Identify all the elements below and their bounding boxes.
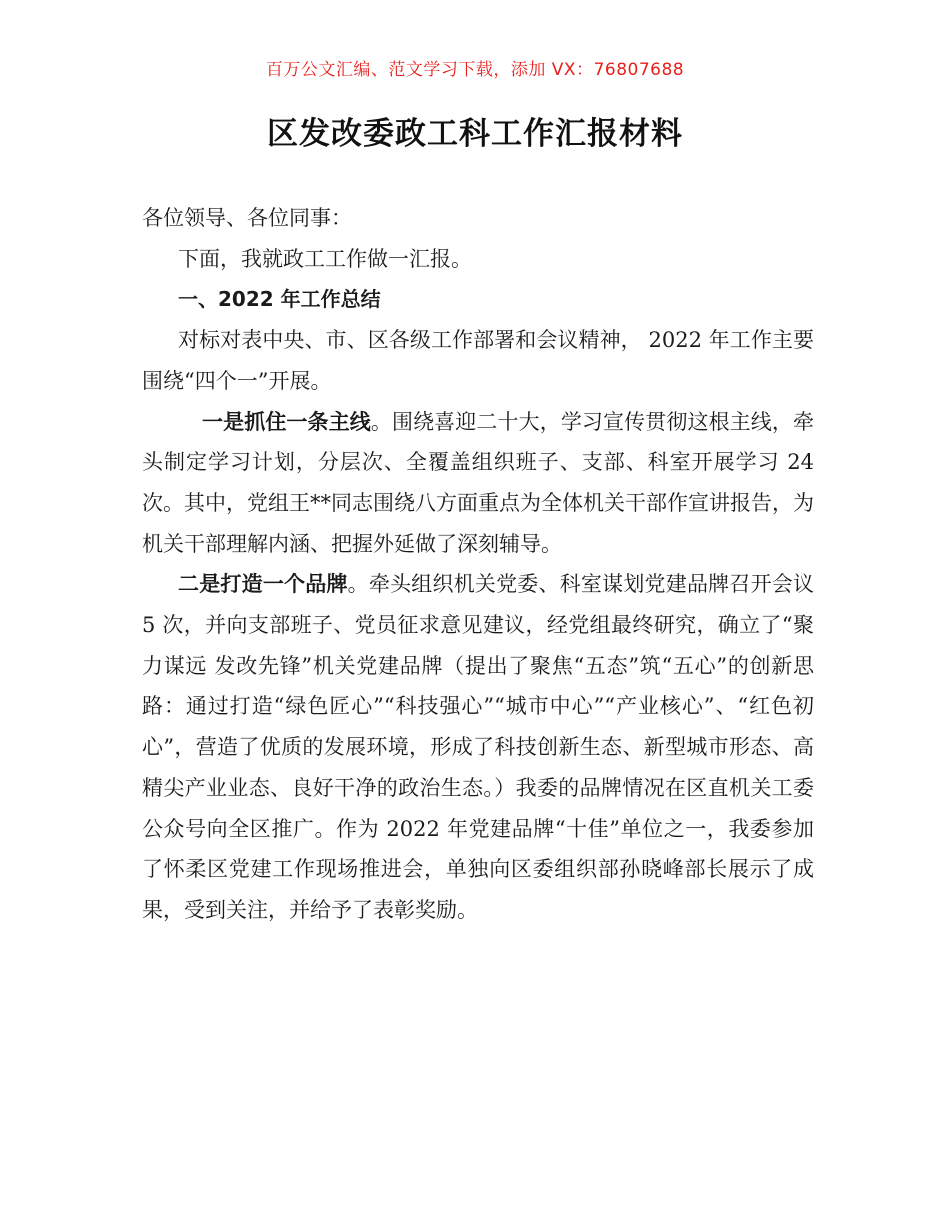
point1-paragraph (142, 402, 814, 565)
page-title: 区发改委政工科工作汇报材料 (267, 116, 683, 152)
document-body (142, 198, 814, 931)
section-summary-paragraph: 对标对表中央、市、区各级工作部署和会议精神， 2022 年工作主要围绕“四个一”开展。 (142, 328, 814, 393)
point2-body: 。牵头组织机关党委、科室谋划党建品牌召开会议 5 次，并向支部班子、党员征求意见建议，经党组最终研究，确立了“聚力谋远 发改先锋”机关党建品牌（提出了聚焦“五态”筑“五心”的创新思路：通过打造“绿色匠心”“科技强心”“城市中心”“产业核心”、“红色初心”，营造了优质的发展环境，形成了科技创新生态、新型城市形态、高精尖产业业态、良好干净的政治生态。）我委的品牌情况在区直机关工委公众号向全区推广。作为 2022 年党建品牌“十佳”单位之一，我委参加了怀柔区党建工作现场推进会，单独向区委组织部孙晓峰部长展示了成果，受到关注，并给予了表彰奖励。 (142, 572, 814, 922)
point1-body: 。围绕喜迎二十大，学习宣传贯彻这根主线，牵头制定学习计划，分层次、全覆盖组织班子、支部、科室开展学习 24 次。其中，党组王**同志围绕八方面重点为全体机关干部作宣讲报告，为机关干部理解内涵、把握外延做了深刻辅导。 (142, 409, 815, 556)
section-heading: 一、2022 年工作总结 (178, 287, 381, 312)
point2-paragraph (142, 564, 814, 930)
point1-lead: 一是抓住一条主线 (202, 409, 371, 434)
intro-paragraph: 下面，我就政工工作做一汇报。 (178, 246, 472, 271)
salutation: 各位领导、各位同事： (142, 206, 352, 230)
header-banner: 百万公文汇编、范文学习下载，添加 VX：76807688 (265, 60, 685, 80)
point2-lead: 二是打造一个品牌 (178, 572, 348, 597)
